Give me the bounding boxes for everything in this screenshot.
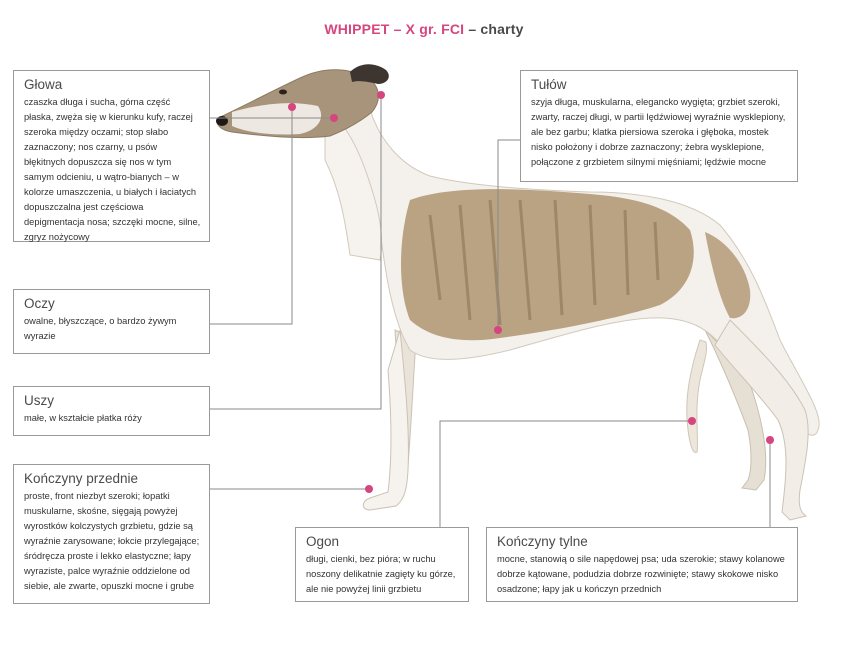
leader-line-ogon	[440, 421, 692, 527]
marker-tulow	[494, 326, 502, 334]
heading-konczyny-tylne: Kończyny tylne	[497, 534, 588, 549]
box-konczyny-tylne	[486, 527, 798, 602]
title-group: – charty	[464, 21, 524, 37]
leader-line-oczy	[210, 108, 292, 324]
title-breed: WHIPPET – X gr. FCI	[324, 21, 465, 37]
heading-ogon: Ogon	[306, 534, 340, 549]
heading-konczyny-przednie: Kończyny przednie	[24, 471, 139, 486]
box-tulow	[520, 70, 798, 182]
marker-uszy	[377, 91, 385, 99]
box-glowa	[13, 70, 210, 242]
heading-oczy: Oczy	[24, 296, 55, 311]
box-uszy	[13, 386, 210, 436]
marker-glowa	[330, 114, 338, 122]
box-ogon	[295, 527, 469, 602]
text-tulow: szyja długa, muskularna, elegancko wygięta; grzbiet szeroki, zwarty, raczej długi, w partii lędźwiowej wyraźnie wysklepiony, ale bez garbu; klatka piersiowa szeroka i głęboka, mostek nisko położony i dobrze zaznaczony; żebra wysklepione, połączone z grzbietem silnymi mięśniami; lędźwie mocne	[531, 97, 786, 167]
text-konczyny-przednie: proste, front niezbyt szeroki; łopatki muskularne, skośne, sięgają powyżej wyrostków kolczystych grzbietu, gdzie są wyraźnie zarysowane; łokcie przylegające; śródręcza proste i lekko elastyczne; łapy wyraziste, palce wyraźnie oddzielone od siebie, ale zwarte, opuszki mocne i grube	[24, 491, 200, 591]
text-konczyny-tylne: mocne, stanowią o sile napędowej psa; uda szerokie; stawy kolanowe dobrze kątowane, podudzia dobrze rozwinięte; stawy skokowe nisko osadzone; łapy jak u kończyn przednich	[497, 554, 785, 594]
marker-konczyny-przednie	[365, 485, 373, 493]
text-glowa: czaszka długa i sucha, górna część płaska, zwęża się w kierunku kufy, raczej szeroka między oczami; stop słabo zaznaczony; nos czarny, u psów błękitnych dopuszcza się nos w tym samym odcieniu, u wątro-bianych – w kolorze umaszczenia, u białych i łaciatych dopuszczalna jest częściowa depigmentacja nosa; szczęki mocne, silne, zgryz nożycowy	[24, 97, 201, 242]
marker-oczy	[288, 103, 296, 111]
marker-konczyny-tylne	[766, 436, 774, 444]
box-oczy	[13, 289, 210, 354]
text-oczy: owalne, błyszczące, o bardzo żywym wyrazie	[24, 316, 177, 341]
heading-uszy: Uszy	[24, 393, 54, 408]
text-ogon: długi, cienki, bez pióra; w ruchu noszony delikatnie zagięty ku górze, ale nie powyżej linii grzbietu	[306, 554, 456, 594]
box-konczyny-przednie	[13, 464, 210, 604]
marker-ogon	[688, 417, 696, 425]
heading-glowa: Głowa	[24, 77, 63, 92]
text-uszy: małe, w kształcie płatka róży	[24, 413, 142, 423]
heading-tulow: Tułów	[531, 77, 567, 92]
